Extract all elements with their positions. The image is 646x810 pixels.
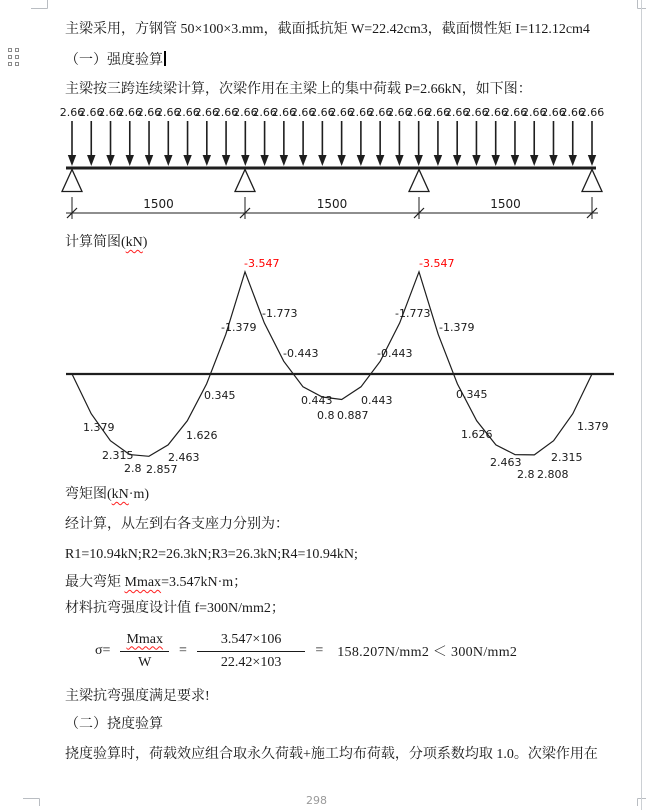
load-value-label: 2.66 [175,106,200,119]
moment-value-label: 1.379 [577,420,609,433]
caption-moment-unit: kN [111,487,129,502]
moment-value-label: 2.463 [168,451,200,464]
moment-value-label: 2.8 [517,468,535,481]
load-arrow-head-icon [453,155,461,166]
load-arrow-head-icon [203,155,211,166]
max-moment-symbol: Mmax [124,575,162,590]
moment-curve [72,272,592,457]
max-moment-value: =3.547kN·m； [161,575,248,590]
load-value-label: 2.66 [136,106,162,119]
caption-moment-suffix: ·m) [128,487,150,502]
max-moment-prefix: 最大弯矩 [65,575,125,590]
paragraph-reactions-intro[interactable]: 经计算，从左到右各支座力分别为： [65,517,289,532]
moment-value-label: 2.808 [537,468,569,481]
load-value-label: 2.66 [290,106,316,119]
moment-value-label: 0.345 [456,388,488,401]
load-diagram[interactable] [60,106,605,219]
load-arrow-head-icon [241,155,249,166]
moment-value-label: -1.379 [439,321,475,334]
formula-sigma: σ= [95,643,111,658]
load-arrow-head-icon [126,155,134,166]
moment-peak-label: -3.547 [244,257,280,270]
load-arrow-head-icon [260,155,268,166]
formula-result: 158.207N/mm2 ＜ 300N/mm2 [337,645,518,660]
load-arrow-head-icon [318,155,326,166]
heading-strength-check-text: （一）强度验算 [65,53,163,68]
load-arrow-head-icon [145,155,153,166]
moment-value-label: 0.443 [301,394,333,407]
formula-equals-1: = [179,643,187,658]
load-value-label: 2.66 [271,106,297,119]
moment-value-label: 0.887 [337,409,369,422]
load-arrow-head-icon [222,155,230,166]
moment-value-label: -0.443 [377,347,413,360]
load-arrow-head-icon [492,155,500,166]
moment-value-label: 1.626 [186,429,218,442]
load-arrow-head-icon [164,155,172,166]
moment-value-label: 0.345 [204,389,236,402]
paragraph-strength-conclusion[interactable]: 主梁抗弯强度满足要求! [65,689,210,704]
load-arrow-head-icon [280,155,288,166]
load-value-label: 2.66 [310,106,335,119]
load-value-label: 2.66 [156,106,181,119]
moment-value-label: -1.773 [262,307,298,320]
load-arrow-head-icon [183,155,191,166]
support-triangle-icon [582,170,602,192]
paragraph-load-intro[interactable]: 主梁按三跨连续梁计算，次梁作用在主梁上的集中荷载 P=2.66kN，如下图： [65,82,532,97]
formula-equals-2: = [315,643,324,658]
caption-load-unit: kN [125,235,143,250]
moment-value-label: 2.857 [146,463,178,476]
load-arrow-head-icon [299,155,307,166]
text-boundary-marks [23,0,646,810]
span-length-label: 1500 [490,197,521,211]
load-value-label: 2.66 [502,106,528,119]
paragraph-girder-section[interactable]: 主梁采用，方钢管 50×100×3.mm，截面抵抗矩 W=22.42cm3，截面惯性矩 I=112.12cm4 [65,22,590,37]
caption-load-prefix: 计算简图( [65,235,126,250]
formula-denominator-value: 22.42×103 [220,654,282,670]
load-arrow-head-icon [357,155,365,166]
load-value-label: 2.66 [560,106,585,119]
paragraph-reactions-values[interactable]: R1=10.94kN;R2=26.3kN;R3=26.3kN;R4=10.94kN; [65,547,358,562]
moment-value-label: 2.315 [102,449,134,462]
load-arrow-head-icon [549,155,557,166]
moment-value-label: -1.379 [221,321,257,334]
load-arrow-head-icon [337,155,345,166]
load-value-label: 2.66 [233,106,258,119]
load-arrow-head-icon [376,155,384,166]
moment-value-label: -0.443 [283,347,319,360]
load-value-label: 2.66 [464,106,489,119]
span-length-label: 1500 [143,197,174,211]
load-value-label: 2.66 [213,106,239,119]
load-arrow-head-icon [530,155,538,166]
moment-value-label: 2.8 [124,462,142,475]
load-value-label: 2.66 [521,106,547,119]
caption-moment-prefix: 弯矩图( [65,487,112,502]
load-value-label: 2.66 [541,106,566,119]
paragraph-design-strength[interactable]: 材料抗弯强度设计值 f=300N/mm2； [65,601,285,616]
load-arrow-head-icon [472,155,480,166]
load-arrow-head-icon [68,155,76,166]
moment-value-label: 2.463 [490,456,522,469]
load-value-label: 2.66 [406,106,431,119]
support-triangle-icon [409,170,429,192]
formula-w: W [138,654,152,670]
load-value-label: 2.66 [59,106,85,119]
moment-value-label: -1.773 [395,307,431,320]
support-triangle-icon [62,170,82,192]
moment-value-label: 1.379 [83,421,115,434]
page-number: 298 [306,794,327,807]
moment-value-label: 0.8 [317,409,335,422]
load-value-label: 2.66 [329,106,354,119]
beam-line [66,167,596,170]
load-value-label: 2.66 [444,106,470,119]
moment-value-label: 1.626 [461,428,493,441]
span-length-label: 1500 [316,197,348,211]
load-arrow-head-icon [414,155,422,166]
load-value-label: 2.66 [483,106,508,119]
load-value-label: 2.66 [117,106,143,119]
formula-numerator-value: 3.547×106 [197,632,305,652]
caption-load-suffix: ) [142,235,148,250]
load-value-label: 2.66 [387,106,412,119]
moment-value-label: 0.443 [361,394,393,407]
paragraph-deflection-intro[interactable]: 挠度验算时，荷载效应组合取永久荷载+施工均布荷载，分项系数均取 1.0。次梁作用在 [65,747,598,762]
load-arrow-head-icon [395,155,403,166]
load-value-label: 2.66 [79,106,104,119]
load-arrow-head-icon [106,155,114,166]
load-arrow-head-icon [569,155,577,166]
moment-peak-label: -3.547 [419,257,455,270]
load-arrow-head-icon [511,155,519,166]
heading-deflection-check[interactable]: （二）挠度验算 [65,717,163,732]
load-arrow-head-icon [434,155,442,166]
load-value-label: 2.66 [98,106,123,119]
load-value-label: 2.66 [579,106,605,119]
load-value-label: 2.66 [425,106,451,119]
support-triangle-icon [235,170,255,192]
formula-mmax: Mmax [120,632,169,652]
load-value-label: 2.66 [367,106,393,119]
load-arrow-head-icon [588,155,596,166]
moment-value-label: 2.315 [551,451,583,464]
load-value-label: 2.66 [348,106,374,119]
load-value-label: 2.66 [252,106,277,119]
load-arrow-head-icon [87,155,95,166]
load-value-label: 2.66 [194,106,220,119]
moment-diagram[interactable] [66,257,614,481]
